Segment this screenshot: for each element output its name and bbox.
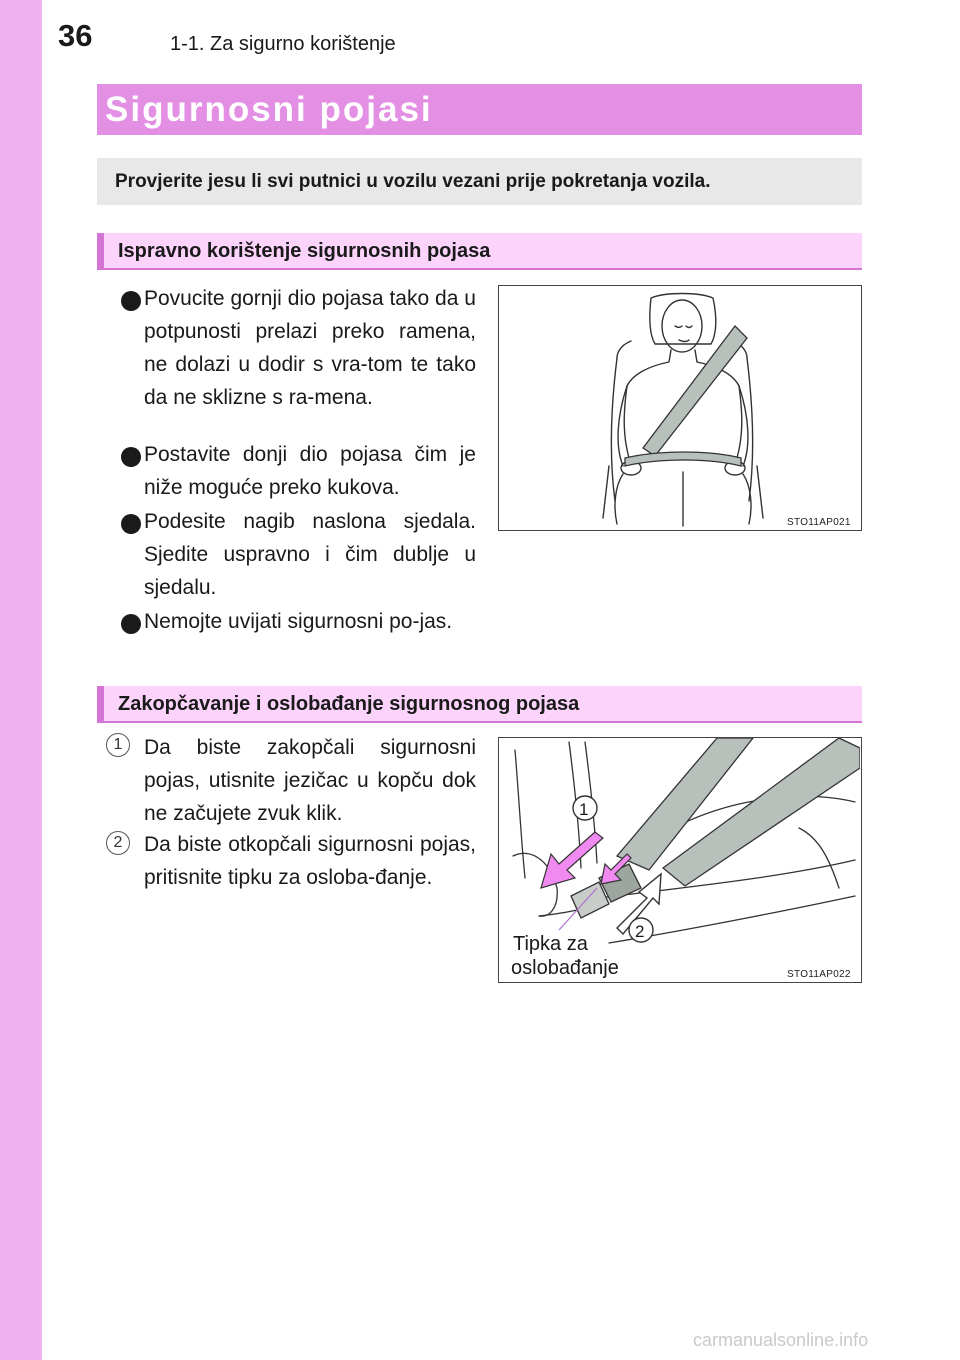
seated-person-illustration (499, 286, 860, 529)
step-text: Da biste zakopčali sigurnosni pojas, utisnite jezičac u kopču dok ne začujete zvuk klik. (144, 736, 476, 825)
page-title: Sigurnosni pojasi (105, 90, 433, 129)
section-heading-fastening (97, 686, 862, 723)
figure-id: STO11AP021 (787, 517, 851, 528)
running-head: 1-1. Za sigurno korištenje (170, 33, 396, 55)
page-number: 36 (58, 18, 93, 53)
step-number-badge: 1 (106, 733, 130, 757)
watermark: carmanualsonline.info (693, 1330, 869, 1350)
section-heading-text: Zakopčavanje i oslobađanje sigurnosnog pojasa (118, 693, 580, 715)
bullet-icon (121, 614, 141, 634)
bullet-text: Podesite nagib naslona sjedala. Sjedite uspravno i čim dublje u sjedalu. (144, 510, 476, 599)
callout-2: 2 (635, 922, 645, 941)
intro-box (97, 158, 862, 205)
release-button-label-line1: Tipka za (513, 933, 588, 955)
figure-seated-person-belt (498, 285, 862, 531)
bullet-icon (121, 514, 141, 534)
bullet-text: Postavite donji dio pojasa čim je niže moguće preko kukova. (144, 443, 476, 499)
callout-1: 1 (579, 800, 589, 819)
bullet-text: Nemojte uvijati sigurnosni po-jas. (144, 610, 453, 633)
step-number-badge: 2 (106, 831, 130, 855)
section-heading-correct-use (97, 233, 862, 270)
side-color-strip (0, 0, 42, 1360)
intro-text: Provjerite jesu li svi putnici u vozilu vezani prije pokretanja vozila. (115, 171, 711, 192)
bullet-icon (121, 291, 141, 311)
title-banner (97, 84, 862, 135)
figure-buckle-illustration (498, 737, 862, 983)
figure-id: STO11AP022 (787, 969, 851, 980)
step-text: Da biste otkopčali sigurnosni pojas, pritisnite tipku za osloba-đanje. (144, 833, 476, 889)
release-button-label-line2: oslobađanje (511, 957, 619, 979)
bullet-text: Povucite gornji dio pojasa tako da u potpunosti prelazi preko ramena, ne dolazi u dodir s vra-tom te tako da ne sklizne s ra-mena. (144, 287, 476, 409)
bullet-icon (121, 447, 141, 467)
section-heading-text: Ispravno korištenje sigurnosnih pojasa (118, 240, 491, 262)
